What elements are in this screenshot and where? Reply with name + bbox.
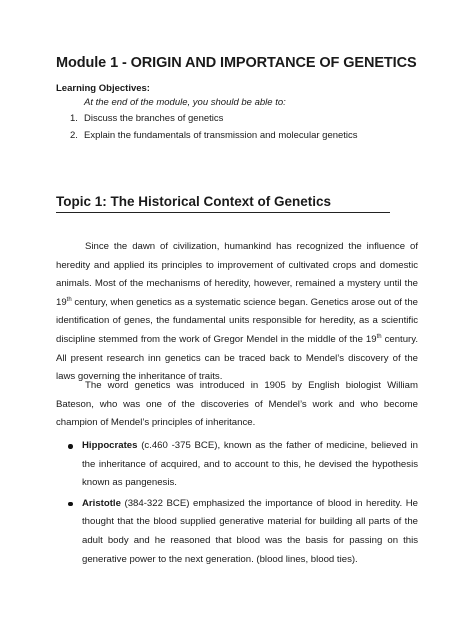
bullet-text: (c.460 -375 BCE), known as the father of medicine, believed in the inheritance of acquired, and to account to this, he devised the hypothesis known as pangenesis.	[82, 440, 418, 489]
list-item-text: Explain the fundamentals of transmission and molecular genetics	[84, 130, 358, 141]
paragraph-bateson: The word genetics was introduced in 1905 by English biologist William Bateson, who was one of the discoveries of Mendel’s work and who become champion of Mendel’s principles of inheritance.	[56, 380, 418, 429]
bullet-list	[56, 437, 418, 569]
bullet-icon	[68, 444, 73, 449]
paragraph-text: century. All present research inn genetics can be traced back to Mendel’s discovery of the laws governing the inheritance of traits.	[56, 333, 418, 383]
list-item-number: 2.	[70, 130, 78, 141]
paragraph-text: century, when genetics as a systematic science began. Genetics arose out of the identification of genes, the fundamental units responsible for heredity, as a scientific discipline stemmed from the work of Gregor Mendel in the middle of the 19	[56, 296, 418, 345]
bullet-term: Hippocrates	[82, 440, 138, 451]
bullet-icon	[68, 502, 73, 507]
list-item-number: 1.	[70, 113, 78, 124]
learning-objectives-intro: At the end of the module, you should be able to:	[84, 97, 286, 108]
superscript: th	[376, 333, 382, 340]
list-item	[70, 113, 358, 130]
module-title: Module 1 - ORIGIN AND IMPORTANCE OF GENETICS	[56, 55, 417, 71]
superscript: th	[66, 296, 72, 303]
learning-objectives-heading: Learning Objectives:	[56, 83, 150, 94]
bullet-term: Aristotle	[82, 497, 121, 509]
bullet-item-aristotle	[56, 495, 418, 569]
paragraph-text: Since the dawn of civilization, humankind has recognized the influence of heredity and applied its principles to improvement of cultivated crops and domestic animals. Most of the mechanisms of heredity, however, remained a mystery until the 19	[56, 241, 418, 308]
bullet-item-hippocrates	[56, 437, 418, 493]
paragraph-history	[56, 238, 418, 387]
topic-title: Topic 1: The Historical Context of Genetics	[56, 194, 390, 213]
learning-objectives-list	[70, 113, 358, 147]
list-item	[70, 130, 358, 147]
bullet-text: (384-322 BCE) emphasized the importance of blood in heredity. He thought that the blood supplied generative material for building all parts of the adult body and he reasoned that blood was the basis for passing on this generative power to the next generation. (blood lines, blood ties).	[82, 497, 418, 565]
list-item-text: Discuss the branches of genetics	[84, 113, 224, 124]
